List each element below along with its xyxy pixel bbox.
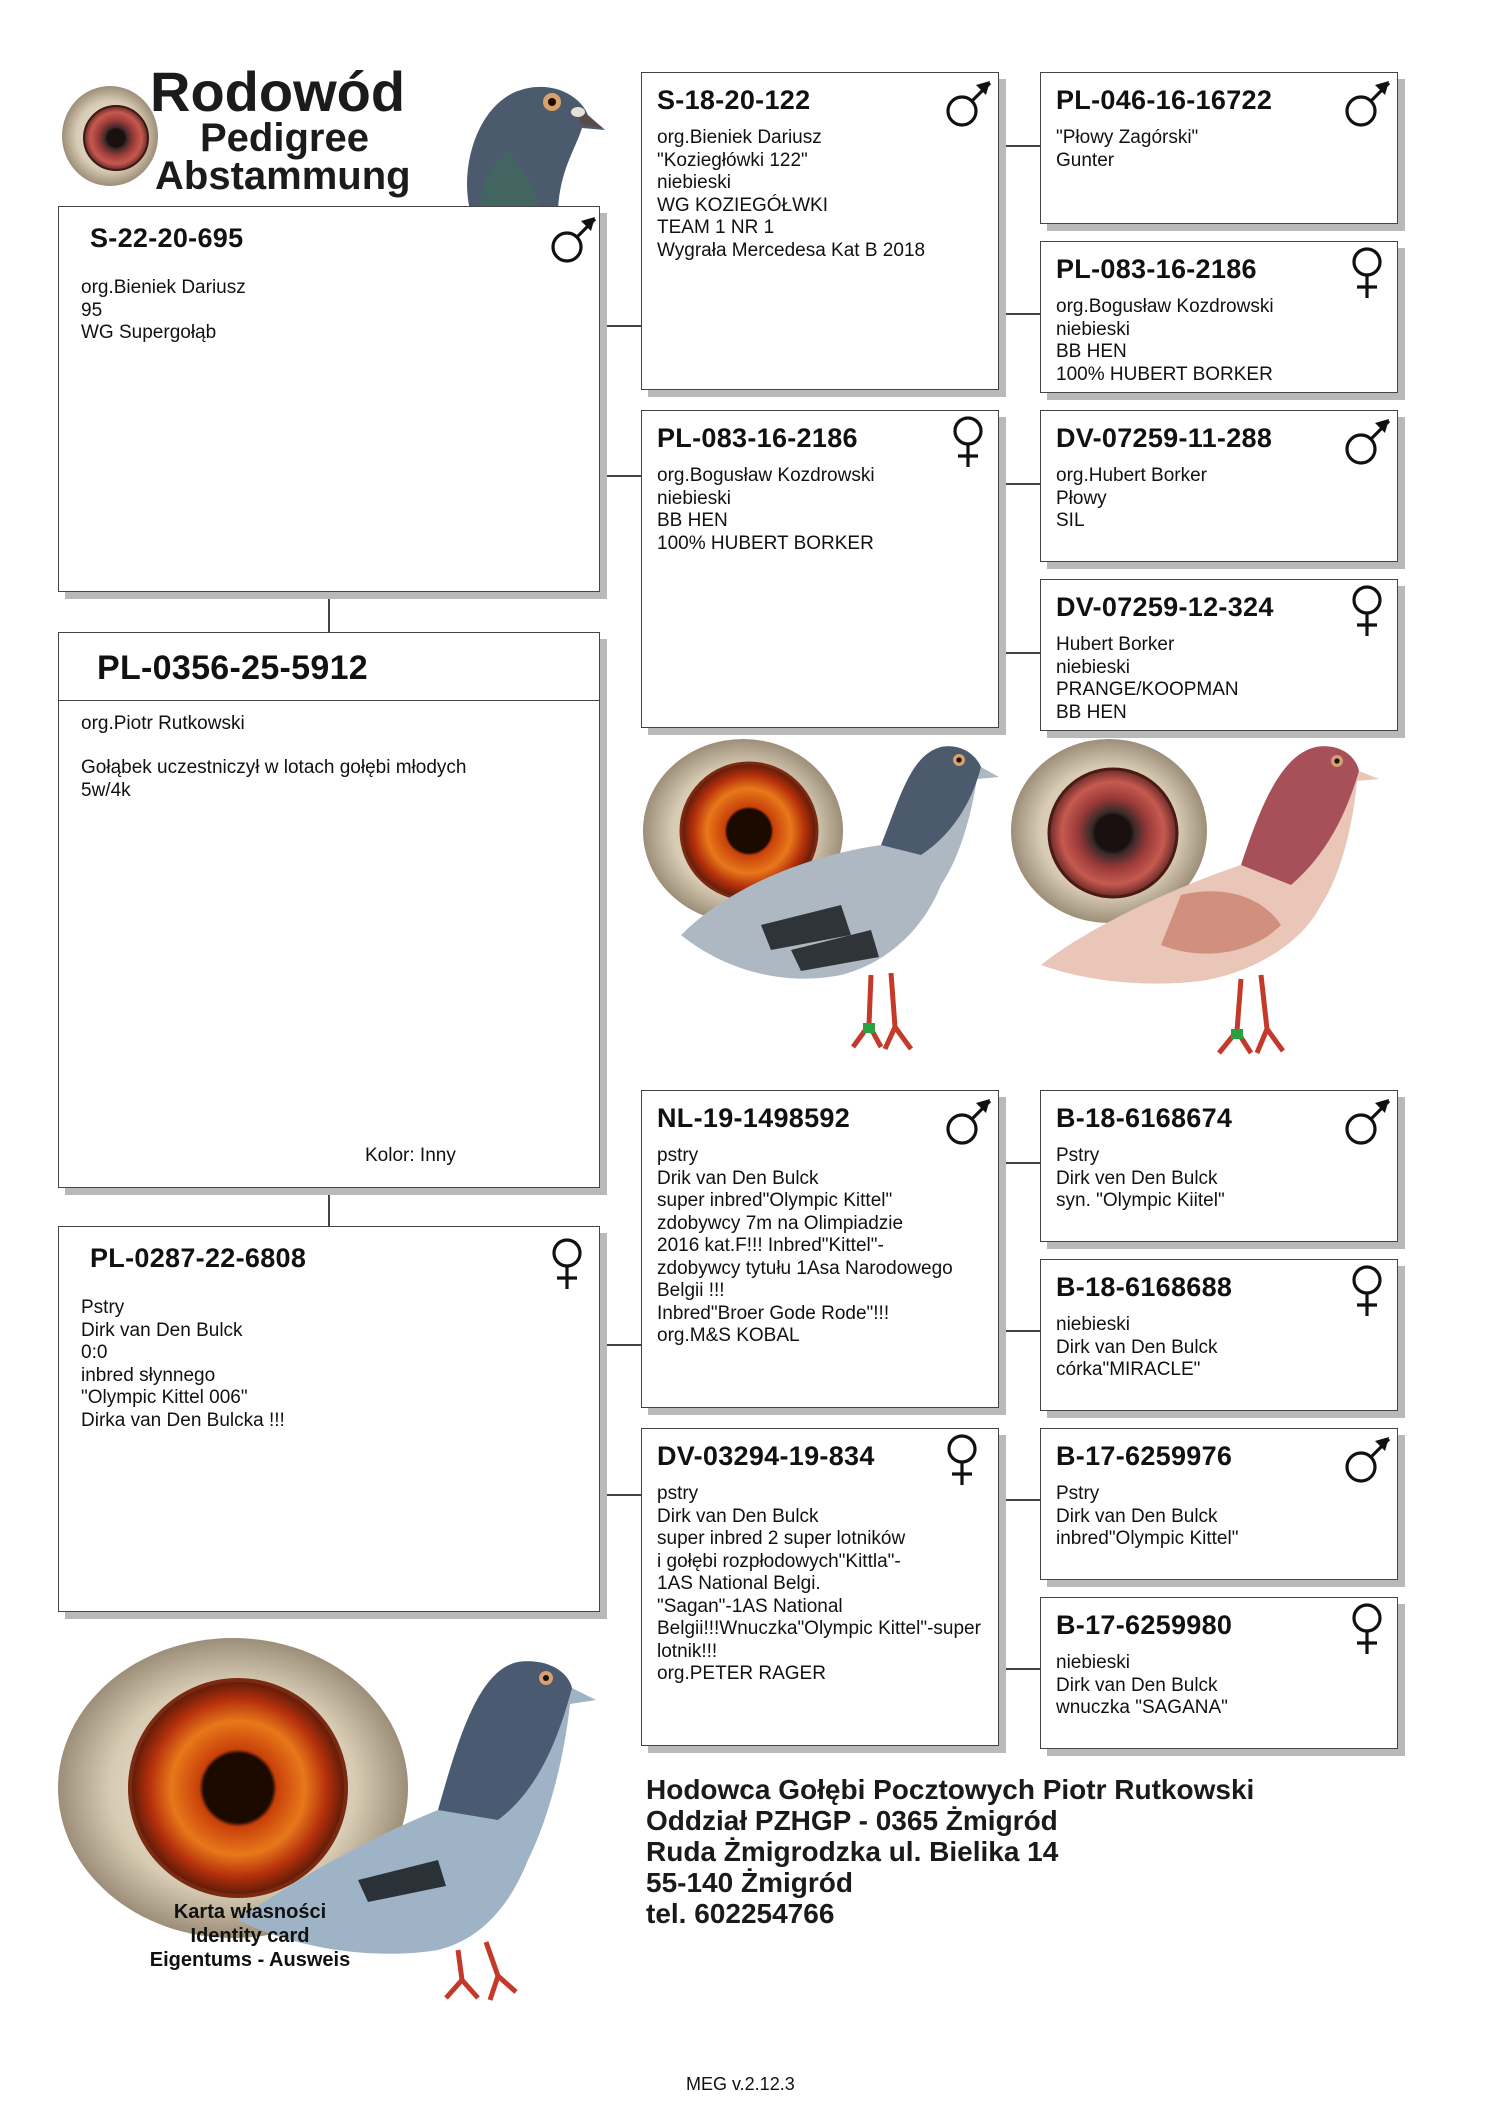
female-icon	[1337, 580, 1397, 640]
ring-number: S-22-20-695	[90, 223, 244, 253]
ggp-card-5	[1040, 1090, 1398, 1242]
connector-ss-ggp2	[998, 313, 1040, 315]
connector-ds-ggp6	[998, 1330, 1040, 1332]
title-abstammung: Abstammung	[155, 154, 411, 198]
ring-number: B-18-6168674	[1056, 1103, 1233, 1133]
connector-subject-dam	[328, 1186, 330, 1226]
connector-dd-ggp7	[998, 1499, 1040, 1501]
bird-details: pstry Drik van Den Bulck super inbred"Olympic Kittel" zdobywcy 7m na Olimpiadzie 2016 kat.F!!! Inbred"Kittel"- zdobywcy tytułu 1Asa Narodowego Belgii !!! Inbred"Broer Gode Rode"!!! org.M&S KOBAL	[657, 1145, 953, 1346]
ggp-card-4	[1040, 579, 1398, 731]
bird-details: niebieski Dirk van Den Bulck wnuczka "SAGANA"	[1056, 1652, 1228, 1718]
ggp-card-6	[1040, 1259, 1398, 1411]
connector-ss-ggp1	[998, 145, 1040, 147]
connector-dd-ggp8	[998, 1668, 1040, 1670]
ring-number: PL-0356-25-5912	[97, 649, 369, 687]
male-icon	[543, 211, 603, 271]
connector-ds-ggp5	[998, 1162, 1040, 1164]
connector-sire-sd	[599, 475, 641, 477]
male-icon	[1337, 1431, 1397, 1491]
bird-details: org.Bogusław Kozdrowski niebieski BB HEN 100% HUBERT BORKER	[1056, 296, 1274, 385]
bird-details: org.Bieniek Dariusz "Koziegłówki 122" niebieski WG KOZIEGÓŁWKI TEAM 1 NR 1 Wygrała Mercedesa Kat B 2018	[657, 127, 926, 261]
version-label: MEG v.2.12.3	[686, 2074, 795, 2094]
subject-header	[59, 633, 599, 701]
owner: org.Piotr Rutkowski	[81, 713, 245, 734]
ring-number: NL-19-1498592	[657, 1103, 851, 1133]
identity-card-label: Karta własności Identity card Eigentums - Ausweis	[149, 1901, 351, 1971]
ring-number: PL-083-16-2186	[1056, 254, 1257, 284]
connector-sire-subject	[328, 592, 330, 632]
ring-number: DV-07259-11-288	[1056, 423, 1273, 453]
color-label: Kolor: Inny	[365, 1145, 456, 1166]
male-icon	[1337, 75, 1397, 135]
ggp-card-1	[1040, 72, 1398, 224]
dam-sire-card	[641, 1090, 999, 1408]
ggp-card-8	[1040, 1597, 1398, 1749]
bird-details: org.Bieniek Dariusz 95 WG Supergołąb	[81, 277, 246, 343]
female-icon	[1337, 1598, 1397, 1658]
ggp-card-2	[1040, 241, 1398, 393]
subject-card	[58, 632, 600, 1188]
ring-number: B-17-6259976	[1056, 1441, 1233, 1471]
eye-image	[58, 84, 158, 188]
female-icon	[1337, 242, 1397, 302]
subject-note: Gołąbek uczestniczył w lotach gołębi młodych 5w/4k	[81, 757, 467, 801]
female-icon	[537, 1233, 597, 1293]
ring-number: B-17-6259980	[1056, 1610, 1233, 1640]
pigeon-head-image	[440, 70, 605, 210]
sire-dam-card	[641, 410, 999, 728]
ring-number: S-18-20-122	[657, 85, 811, 115]
connector-sire-ss	[599, 325, 641, 327]
sire-sire-card	[641, 72, 999, 390]
female-icon	[932, 1429, 992, 1489]
ring-number: B-18-6168688	[1056, 1272, 1233, 1302]
connector-dam-ds	[599, 1344, 641, 1346]
male-icon	[1337, 413, 1397, 473]
ring-number: PL-046-16-16722	[1056, 85, 1273, 115]
title-rodowod: Rodowód	[150, 60, 406, 123]
ring-number: DV-03294-19-834	[657, 1441, 875, 1471]
male-icon	[938, 75, 998, 135]
female-icon	[1337, 1260, 1397, 1320]
bird-details: "Płowy Zagórski" Gunter	[1056, 127, 1199, 171]
connector-sd-ggp4	[998, 652, 1040, 654]
bird-details: Pstry Dirk van Den Bulck 0:0 inbred słynnego "Olympic Kittel 006" Dirka van Den Bulcka !!!	[81, 1297, 285, 1431]
dam-dam-card	[641, 1428, 999, 1746]
bird-details: pstry Dirk van Den Bulck super inbred 2 super lotników i gołębi rozpłodowych"Kittla"- 1AS National Belgi. "Sagan"-1AS National Belgii!!!Wnuczka"Olympic Kittel"-super lotnik!!! org.PETER RAGER	[657, 1483, 981, 1684]
bird-details: Pstry Dirk ven Den Bulck syn. "Olympic Kiitel"	[1056, 1145, 1225, 1211]
ggp-card-3	[1040, 410, 1398, 562]
breeder-info: Hodowca Gołębi Pocztowych Piotr Rutkowski Oddział PZHGP - 0365 Żmigród Ruda Żmigrodzka ul. Bielika 14 55-140 Żmigród tel. 602254766	[646, 1774, 1255, 1929]
dam-card	[58, 1226, 600, 1612]
female-icon	[938, 411, 998, 471]
bird-details: Pstry Dirk van Den Bulck inbred"Olympic Kittel"	[1056, 1483, 1239, 1549]
bird-details: org.Bogusław Kozdrowski niebieski BB HEN 100% HUBERT BORKER	[657, 465, 875, 554]
connector-sd-ggp3	[998, 483, 1040, 485]
male-icon	[938, 1093, 998, 1153]
parents-photo	[641, 735, 1401, 1085]
title-pedigree: Pedigree	[200, 116, 369, 160]
ring-number: DV-07259-12-324	[1056, 592, 1274, 622]
connector-dam-dd	[599, 1494, 641, 1496]
bird-details: org.Hubert Borker Płowy SIL	[1056, 465, 1208, 531]
bird-details: niebieski Dirk van Den Bulck córka"MIRACLE"	[1056, 1314, 1218, 1380]
ring-number: PL-083-16-2186	[657, 423, 858, 453]
sire-card	[58, 206, 600, 592]
ring-number: PL-0287-22-6808	[90, 1243, 307, 1273]
male-icon	[1337, 1093, 1397, 1153]
bird-details: Hubert Borker niebieski PRANGE/KOOPMAN BB HEN	[1056, 634, 1239, 723]
ggp-card-7	[1040, 1428, 1398, 1580]
